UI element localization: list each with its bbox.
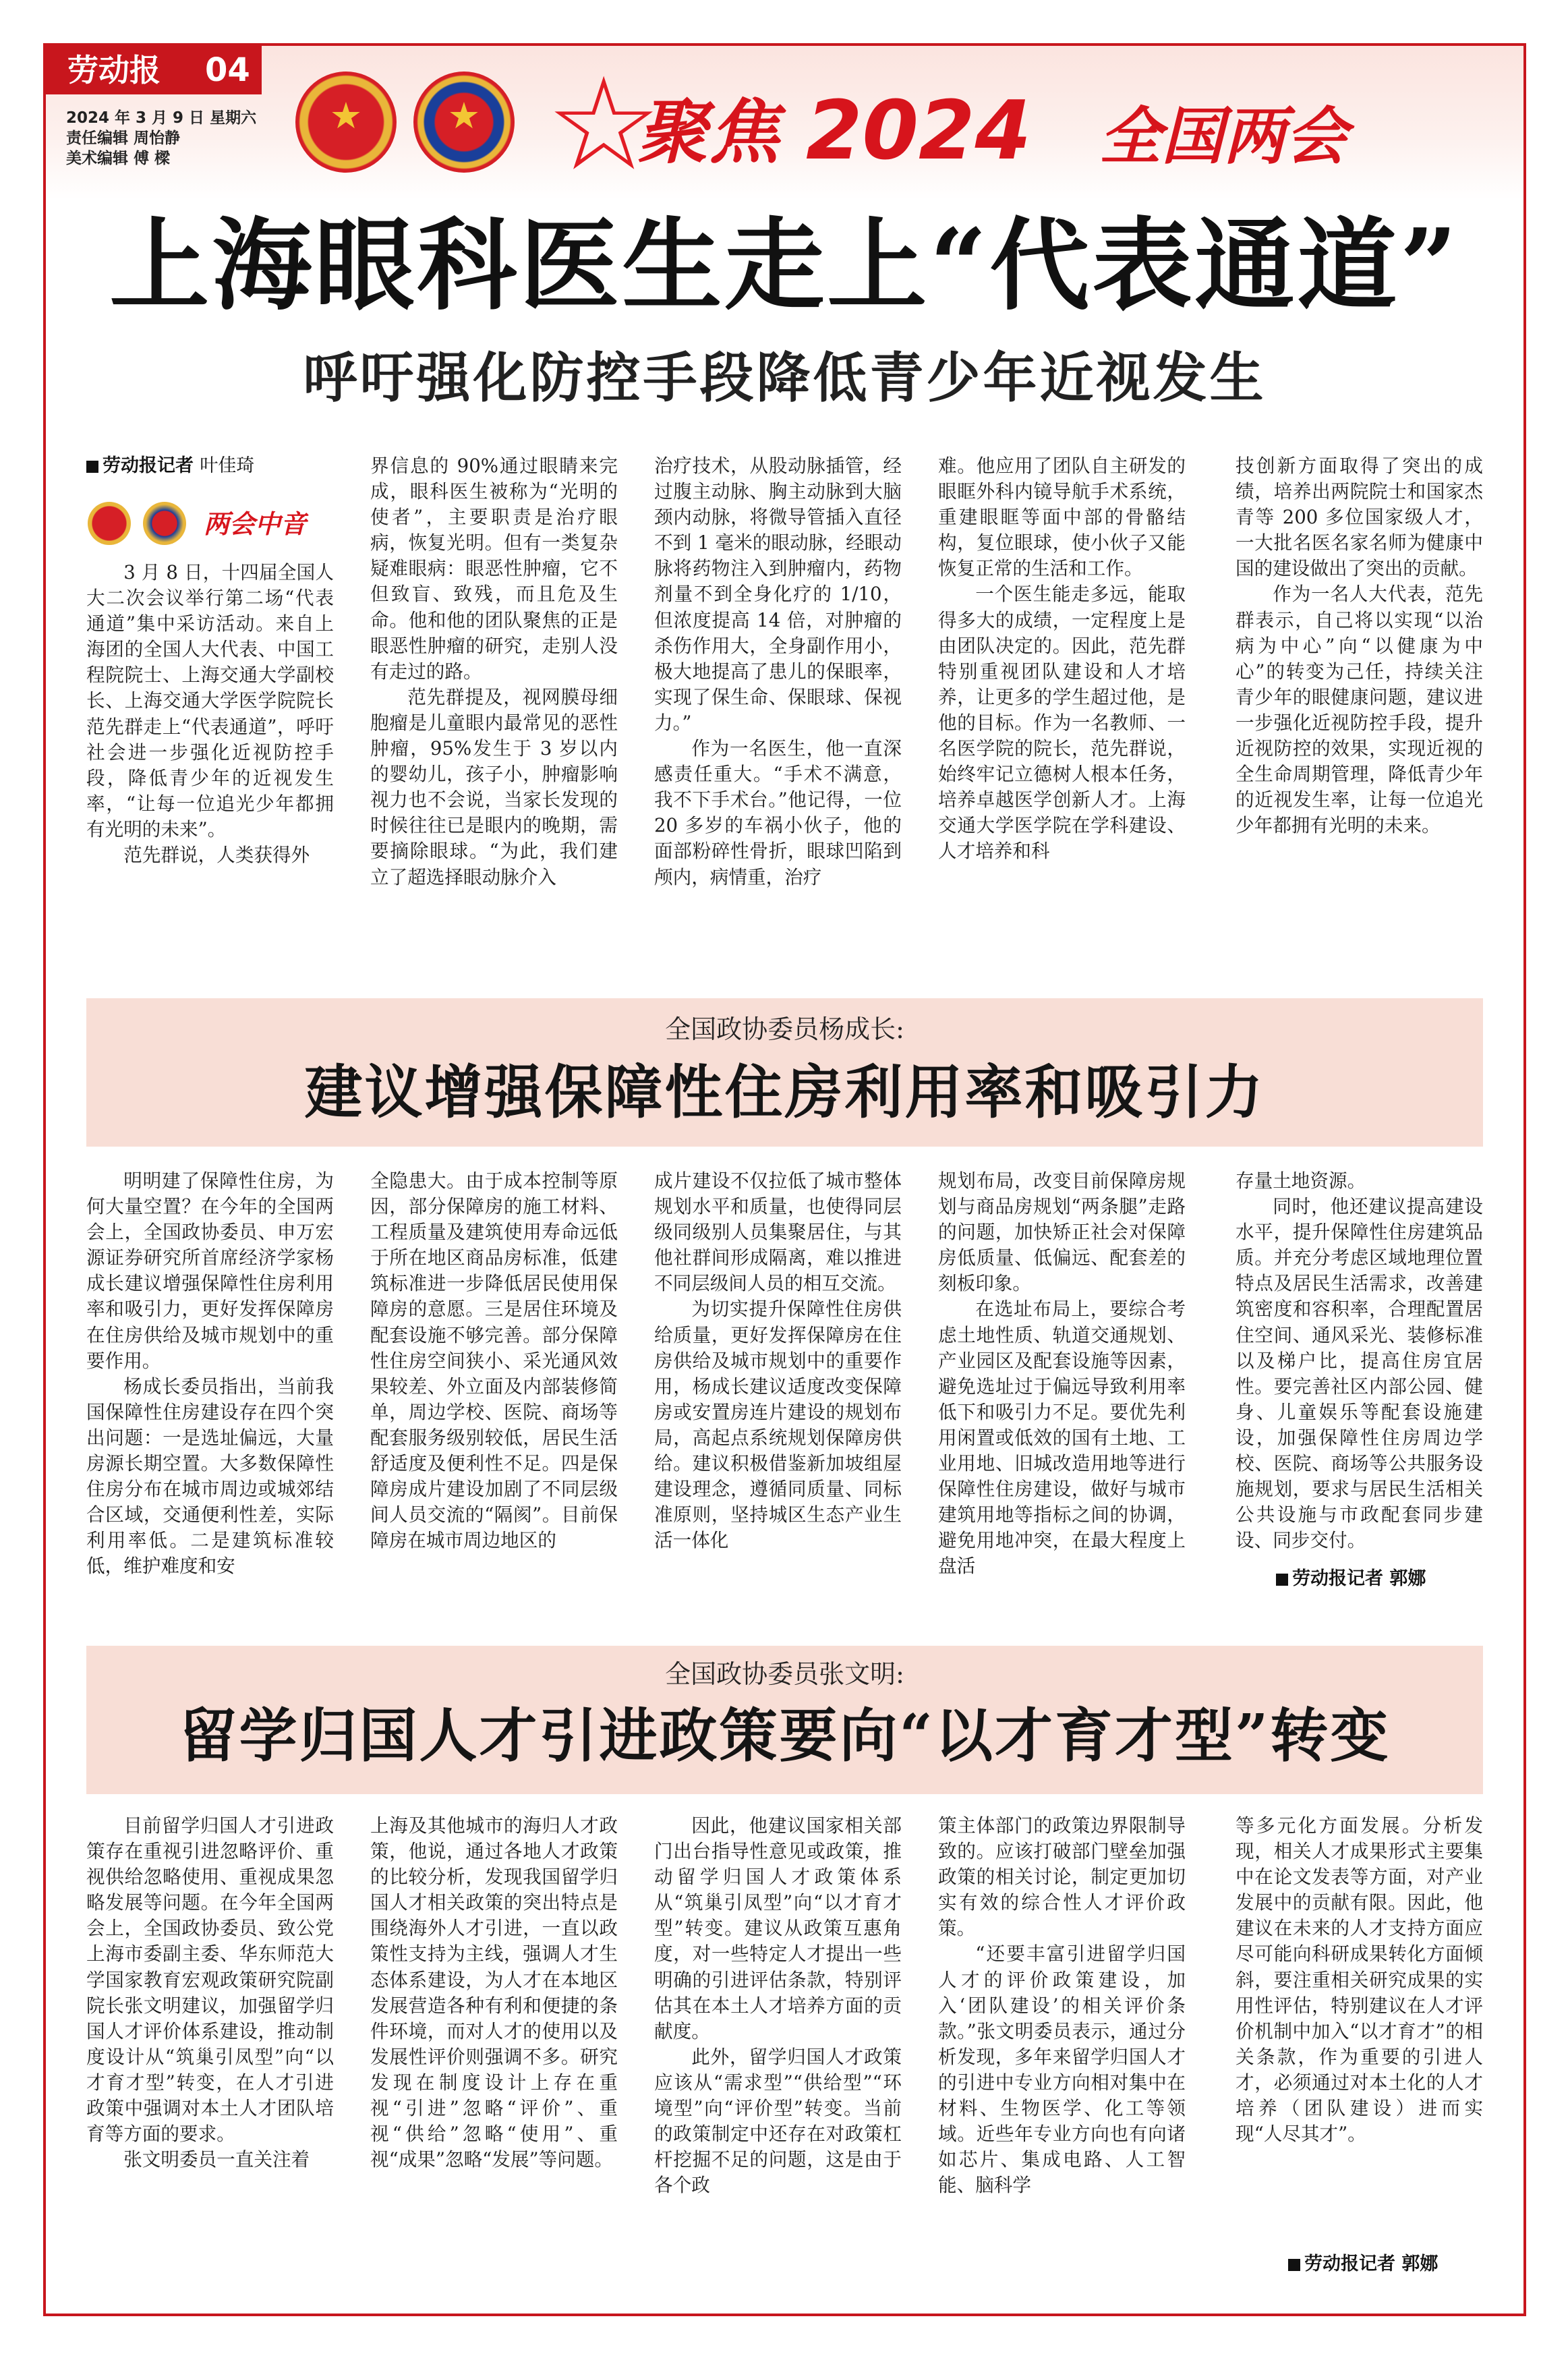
paragraph: 一个医生能走多远，能取得多大的成绩，一定程度上是由团队决定的。因此，范先群特别重视团队建设和人才培养，让更多的学生超过他，是他的目标。作为一名教师、一名医学院的院长，范先群说，始终牢记立德树人根本任务，培养卓越医学创新人才。上海交通大学医学院在学科建设、人才培养和科	[938, 583, 1186, 863]
article3-kicker: 全国政协委员张文明:	[665, 1659, 904, 1689]
article3-banner	[86, 1646, 1483, 1794]
article3-column-5	[1236, 1813, 1483, 2251]
paragraph: 治疗技术，从股动脉插管，经过腹主动脉、胸主动脉到大脑颈内动脉，将微导管插入直径不到 1 毫米的眼动脉，经眼动脉将药物注入到肿瘤内，药物剂量不到全身化疗的 1/10，但浓度提高 14 倍，对肿瘤的杀伤作用大，全身副作用小，极大地提高了患儿的保眼率，实现了保生命、保眼球、保视力。”	[654, 455, 902, 734]
paragraph: 技创新方面取得了突出的成绩，培养出两院院士和国家杰青等 200 多位国家级人才，一大批名医名家名师为健康中国的建设做出了突出的贡献。	[1236, 455, 1483, 580]
paragraph: 范先群说，人类获得外	[123, 844, 310, 867]
article2-banner	[86, 998, 1483, 1147]
paragraph: 因此，他建议国家相关部门出台指导性意见或政策，推动留学归国人才政策体系从“筑巢引凤型”向“以才育才型”转变。建议从政策互惠角度，对一些特定人才提出一些明确的引进评估条款，特别评估其在本土人才培养方面的贡献度。	[654, 1814, 902, 2042]
byline-name: 叶佳琦	[200, 455, 255, 476]
article1-column-1	[86, 560, 334, 938]
art-editor: 美术编辑 傅 樑	[66, 150, 171, 167]
paragraph: 目前留学归国人才引进政策存在重视引进忽略评价、重视供给忽略使用、重视成果忽略发展等问题。在今年全国两会上，全国政协委员、致公党上海市委副主委、华东师范大学国家教育宏观政策研究院副院长张文明建议，加强留学归国人才评价体系建设，推动制度设计从“筑巢引凤型”向“以才育才型”转变，在人才引进政策中强调对本土人才团队培育等方面的要求。	[86, 1814, 334, 2146]
focus-year: 2024	[806, 84, 1031, 178]
paragraph: 全隐患大。由于成本控制等原因，部分保障房的施工材料、工程质量及建筑使用寿命远低于所在地区商品房标准，低建筑标准进一步降低居民使用保障房的意愿。三是居住环境及配套设施不够完善。部分保障性住房空间狭小、采光通风效果较差、外立面及内部装修简单，周边学校、医院、商场等配套服务级别较低，居民生活舒适度及便利性不足。四是保障房成片建设加剧了不同层级间人员交流的“隔阂”。目前保障房在城市周边地区的	[370, 1170, 618, 1552]
article3-column-4	[938, 1813, 1186, 2278]
focus-banner	[546, 50, 1436, 199]
paragraph: 3 月 8 日，十四届全国人大二次会议举行第二场“代表通道”集中采访活动。来自上海团的全国人大代表、中国工程院院士、上海交通大学副校长、上海交通大学医学院院长范先群走上“代表通道”，呼吁社会进一步强化近视防控手段，降低青少年的近视发生率，“让每一位追光少年都拥有光明的未来”。	[86, 561, 334, 840]
paragraph: 此外，留学归国人才政策应该从“需求型”“供给型”“环境型”向“评价型”转变。当前的政策制定中还存在对政策杠杆挖掘不足的问题，这是由于各个政	[654, 2045, 902, 2197]
article2-kicker: 全国政协委员杨成长:	[665, 1014, 904, 1044]
byline-name: 郭娜	[1401, 2253, 1439, 2274]
paragraph: 在选址布局上，要综合考虑土地性质、轨道交通规划、产业园区及配套设施等因素，避免选址过于偏远导致利用率低下和吸引力不足。要优先利用闲置或低效的国有土地、工业用地、旧城改造用地等进行保障性住房建设，做好与城市建筑用地等指标之间的协调，避免用地冲突，在最大程度上盘活	[938, 1298, 1186, 1578]
article1-byline	[86, 455, 254, 478]
byline-label: 劳动报记者	[1304, 2253, 1395, 2274]
focus-topic: 全国两会	[1099, 100, 1348, 173]
column-badge-label: 两会中音	[204, 509, 307, 539]
issue-date: 2024 年 3 月 9 日 星期六	[66, 109, 257, 127]
article2-column-4	[938, 1168, 1186, 1593]
article2-column-5	[1236, 1168, 1483, 1566]
article1-subtitle: 呼吁强化防控手段降低青少年近视发生	[303, 346, 1267, 409]
paragraph: 张文明委员一直关注着	[123, 2148, 310, 2171]
paragraph: 作为一名人大代表，范先群表示，自己将以实现“以治病为中心”向“以健康为中心”的转变为己任，持续关注青少年的眼健康问题，建议进一步强化近视防控手段，提升近视防控的效果，实现近视的全生命周期管理，降低青少年的近视发生率，让每一位追光少年都拥有光明的未来。	[1236, 583, 1483, 837]
article1-column-2	[370, 453, 618, 938]
paragraph: 等多元化方面发展。分析发现，相关人才成果形式主要集中在论文发表等方面，对产业发展中的贡献有限。因此，他建议在未来的人才支持方面应尽可能向科研成果转化方面倾斜，要注重相关研究成果的实用性评估，特别建议在人才评价机制中加入“以才育才”的相关条款，作为重要的引进人才，必须通过对本土化的人才培养（团队建设）进而实现“人尽其才”。	[1236, 1814, 1483, 2146]
square-bullet-icon	[86, 461, 98, 473]
article1-title: 上海眼科医生走上“代表通道”	[109, 206, 1460, 324]
paragraph: 明明建了保障性住房，为何大量空置？在今年的全国两会上，全国政协委员、申万宏源证券研究所首席经济学家杨成长建议增强保障性住房利用率和吸引力，更好发挥保障房在住房供给及城市规划中的重要作用。	[86, 1170, 334, 1372]
article2-signoff	[1276, 1568, 1426, 1590]
edition-info	[66, 108, 256, 169]
article1-column-5	[1236, 453, 1483, 938]
byline-label: 劳动报记者	[1292, 1568, 1383, 1589]
column-badge	[88, 496, 337, 552]
paper-logo: 劳动报	[67, 52, 161, 88]
square-bullet-icon	[1288, 2259, 1300, 2271]
paper-tag	[46, 46, 262, 94]
page-number: 04	[205, 51, 250, 89]
byline-name: 郭娜	[1389, 1568, 1426, 1589]
article3-column-2	[370, 1813, 618, 2278]
article3-signoff	[1288, 2253, 1438, 2276]
national-emblem-small-icon	[88, 502, 131, 545]
responsible-editor: 责任编辑 周怡静	[66, 130, 181, 147]
article2-column-3	[654, 1168, 902, 1593]
national-emblem-icon: ★	[295, 71, 397, 173]
article2-title: 建议增强保障性住房利用率和吸引力	[304, 1058, 1265, 1126]
byline-label: 劳动报记者	[103, 455, 194, 476]
paragraph: 成片建设不仅拉低了城市整体规划水平和质量，也使得同层级同级别人员集聚居住，与其他社群间形成隔离，难以推进不同层级间人员的相互交流。	[654, 1170, 902, 1295]
article2-column-2	[370, 1168, 618, 1593]
paragraph: 规划布局，改变目前保障房规划与商品房规划“两条腿”走路的问题，加快矫正社会对保障房低质量、低偏远、配套差的刻板印象。	[938, 1170, 1186, 1295]
paragraph: 难。他应用了团队自主研发的眼眶外科内镜导航手术系统，重建眼眶等面中部的骨骼结构，复位眼球，使小伙子又能恢复正常的生活和工作。	[938, 455, 1186, 580]
star-icon: ☆	[546, 50, 662, 199]
article3-column-1	[86, 1813, 334, 2278]
focus-label: 聚焦	[637, 91, 781, 173]
article1-column-4	[938, 453, 1186, 938]
paragraph: 策主体部门的政策边界限制导致的。应该打破部门壁垒加强政策的相关讨论，制定更加切实有效的综合性人才评价政策。	[938, 1814, 1186, 1940]
paragraph: 范先群提及，视网膜母细胞瘤是儿童眼内最常见的恶性肿瘤，95%发生于 3 岁以内的婴幼儿，孩子小，肿瘤影响视力也不会说，当家长发现的时候往往已是眼内的晚期，需要摘除眼球。“为此，我们建立了超选择眼动脉介入	[370, 685, 618, 888]
article1-column-3	[654, 453, 902, 938]
cppcc-emblem-small-icon	[143, 502, 186, 545]
paragraph: “还要丰富引进留学归国人才的评价政策建设，加入‘团队建设’的相关评价条款。”张文明委员表示，通过分析发现，多年来留学归国人才的引进中专业方向相对集中在材料、生物医学、化工等领域。近些年专业方向也有向诸如芯片、集成电路、人工智能、脑科学	[938, 1943, 1186, 2197]
square-bullet-icon	[1276, 1574, 1288, 1586]
paragraph: 同时，他还建议提高建设水平，提升保障性住房建筑品质。并充分考虑区域地理位置特点及居民生活需求，改善建筑密度和容积率，合理配置居住空间、通风采光、装修标准以及梯户比，提高住房宜居性。要完善社区内部公园、健身、儿童娱乐等配套设施建设，加强保障性住房周边学校、医院、商场等公共服务设施规划，要求与居民生活相关公共设施与市政配套同步建设、同步交付。	[1236, 1195, 1483, 1552]
masthead	[46, 46, 1523, 200]
paragraph: 界信息的 90%通过眼睛来完成，眼科医生被称为“光明的使者”，主要职责是治疗眼病，恢复光明。但有一类复杂疑难眼病：眼恶性肿瘤，它不但致盲、致残，而且危及生命。他和他的团队聚焦的正是眼恶性肿瘤的研究，走别人没有走过的路。	[370, 455, 618, 683]
paragraph: 杨成长委员指出，当前我国保障性住房建设存在四个突出问题：一是选址偏远，大量房源长期空置。大多数保障性住房分布在城市周边或城郊结合区域，交通便利性差，实际利用率低。二是建筑标准较低，维护难度和安	[86, 1375, 334, 1578]
paragraph: 作为一名医生，他一直深感责任重大。“手术不满意，我不下手术台。”他记得，一位 20 多岁的车祸小伙子，他的面部粉碎性骨折，眼球凹陷到颅内，病情重，治疗	[654, 737, 902, 888]
paragraph: 存量土地资源。	[1236, 1170, 1366, 1192]
paragraph: 为切实提升保障性住房供给质量，更好发挥保障房在住房供给及城市规划中的重要作用，杨成长建议适度改变保障房或安置房连片建设的规划布局，高起点系统规划保障房供给。建议积极借鉴新加坡组屋建设理念，遵循同质量、同标准原则，坚持城区生态产业生活一体化	[654, 1298, 902, 1552]
article3-column-3	[654, 1813, 902, 2278]
article3-title: 留学归国人才引进政策要向“以才育才型”转变	[179, 1702, 1391, 1770]
cppcc-emblem-icon: ★	[413, 71, 515, 173]
paragraph: 上海及其他城市的海归人才政策，他说，通过各地人才政策的比较分析，发现我国留学归国人才相关政策的突出特点是围绕海外人才引进，一直以政策性支持为主线，强调人才生态体系建设，为人才在本地区发展营造各种有利和便捷的条件环境，而对人才的使用以及发展性评价则强调不多。研究发现在制度设计上存在重视“引进”忽略“评价”、重视“供给”忽略“使用”、重视“成果”忽略“发展”等问题。	[370, 1814, 618, 2171]
article2-column-1	[86, 1168, 334, 1593]
